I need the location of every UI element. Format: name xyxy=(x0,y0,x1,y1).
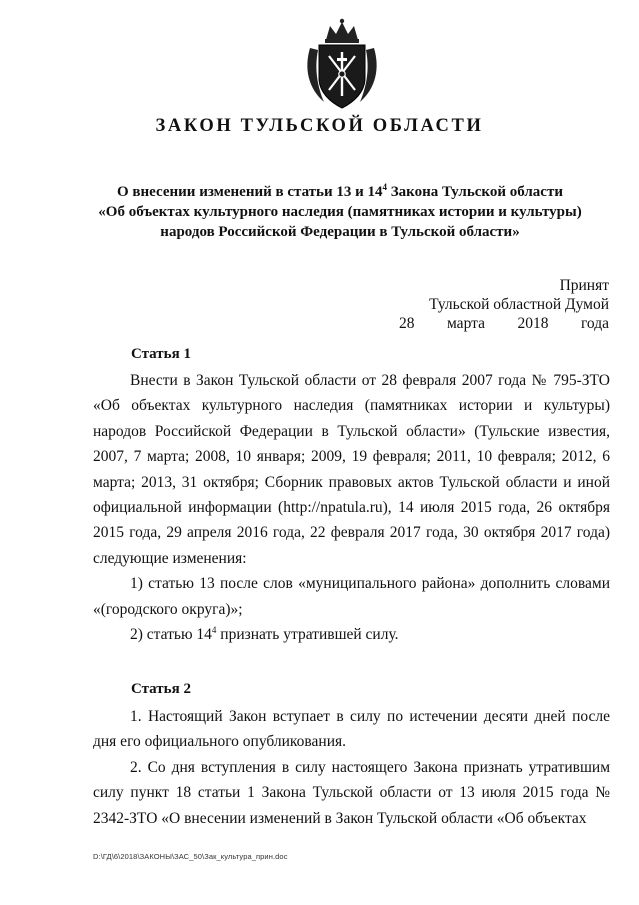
article-2-paragraph-2: 2. Со дня вступления в силу настоящего Закона признать утратившим силу пункт 18 статьи 1 Закона Тульской области от 13 июля 2015 года № 2342-ЗТО «О внесении изменений в Закон Тульской области «Об объектах xyxy=(93,758,610,827)
subtitle-line-3: народов Российской Федерации в Тульской области» xyxy=(160,224,520,240)
accepted-month: марта xyxy=(446,315,485,332)
article-1-intro: Внести в Закон Тульской области от 28 февраля 2007 года № 795-ЗТО «Об объектах культурного наследия (памятниках истории и культуры) народов Российской Федерации в Тульской области» (Тульские известия, 2007, 7 марта; 2008, 10 января; 2009, 19 февраля; 2011, 10 февраля; 2012, 6 марта; 2013, 31 октября; Сборник правовых актов Тульской области и иной официальной информации (http://npatula.ru), 14 июля 2015 года, 26 октября 2015 года, 29 апреля 2016 года, 22 февраля 2017 года, 30 октября 2017 года) следующие изменения: xyxy=(93,372,610,567)
article-2-body xyxy=(93,704,610,831)
article-2-paragraph-1: 1. Настоящий Закон вступает в силу по истечении десяти дней после дня его официального опубликования. xyxy=(93,708,610,751)
accepted-by: Тульской областной Думой xyxy=(429,296,609,313)
article-1-heading: Статья 1 xyxy=(131,346,191,362)
accepted-day: 28 xyxy=(399,315,415,332)
article-1-body xyxy=(93,368,610,647)
subtitle-line-2: «Об объектах культурного наследия (памятниках истории и культуры) xyxy=(98,204,582,220)
accepted-year: 2018 xyxy=(517,315,549,332)
accepted-year-word: года xyxy=(580,315,609,332)
law-title: ЗАКОН ТУЛЬСКОЙ ОБЛАСТИ xyxy=(155,116,484,136)
accepted-date xyxy=(389,314,609,333)
law-subtitle xyxy=(60,182,620,242)
subtitle-line-1: О внесении изменений в статьи 13 и $14^4$ Закона Тульской области xyxy=(117,182,563,200)
article-1-item-1: 1) статью 13 после слов «муниципального района» дополнить словами «(городского округа)»; xyxy=(93,575,610,618)
article-2-heading: Статья 2 xyxy=(131,681,191,697)
acceptance-block xyxy=(389,276,609,333)
file-path-footer: D:\ГД\6\2018\ЗАКОНЫ\ЗАС_50\Зак_культура_прин.doc xyxy=(93,852,288,861)
accepted-label: Принят xyxy=(559,277,609,294)
tula-coat-of-arms-icon xyxy=(302,18,382,110)
article-1-item-2: 2) статью $14^4$ признать утратившей силу. xyxy=(130,624,399,644)
